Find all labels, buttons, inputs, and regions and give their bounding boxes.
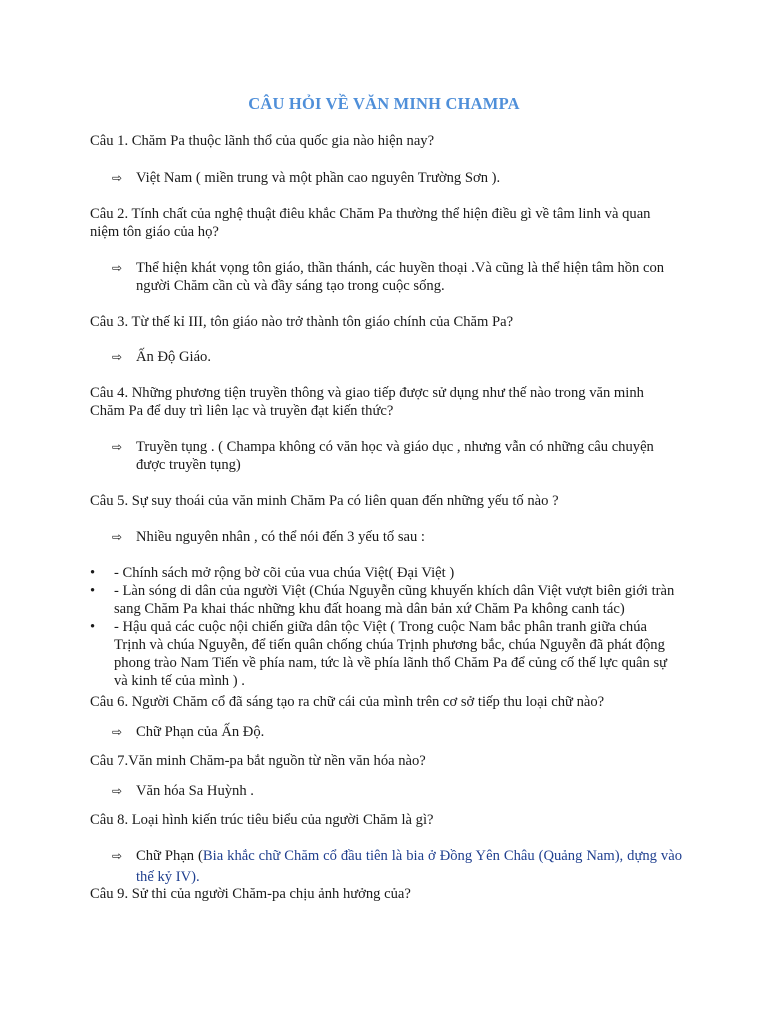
answer-2-text: Thể hiện khát vọng tôn giáo, thần thánh, các huyền thoại .Và cũng là thể hiện tâm hồn con người Chăm cần cù và đầy sáng tạo trong cuộc sống.: [136, 260, 665, 294]
arrow-icon: ⇨: [112, 725, 123, 739]
answer-7: [112, 782, 682, 800]
list-item: [90, 582, 680, 618]
list-item-text: - Làn sóng di dân của người Việt (Chúa Nguyễn cũng khuyến khích dân Việt vượt biên giới tràn sang Chăm Pa khai thác những khu đất hoang mà dân bản xứ Chăm Pa không canh tác): [114, 583, 675, 617]
answer-7-text: Văn hóa Sa Huỳnh .: [136, 783, 254, 799]
list-item-text: - Hậu quả các cuộc nội chiến giữa dân tộc Việt ( Trong cuộc Nam bắc phân tranh giữa chúa Trịnh và chúa Nguyễn, để tiến quân chống chúa Trịnh phương bắc, chúa Nguyễn đã phát động phong trào Nam Tiến về phía nam, tức là về phía lãnh thổ Chăm Pa để củng cố thế lực quân sự và kinh tế của mình ) .: [114, 619, 668, 689]
answer-3: [112, 348, 682, 366]
answer-4-text: Truyền tụng . ( Champa không có văn học và giáo dục , nhưng vẫn có những câu chuyện được truyền tụng): [136, 439, 654, 473]
list-item-text: - Chính sách mở rộng bờ cõi của vua chúa Việt( Đại Việt ): [114, 565, 455, 581]
question-9: Câu 9. Sử thi của người Chăm-pa chịu ảnh hưởng của?: [90, 886, 411, 902]
answer-4: [112, 438, 682, 474]
answer-5: [112, 528, 682, 546]
answer-6: [112, 723, 682, 741]
question-1: Câu 1. Chăm Pa thuộc lãnh thổ của quốc gia nào hiện nay?: [90, 133, 435, 149]
bullet-icon: •: [90, 583, 96, 599]
list-item: [90, 618, 680, 690]
bullet-icon: •: [90, 619, 96, 635]
answer-2: [112, 259, 682, 295]
answer-8-prefix: Chữ Phạn (: [136, 848, 203, 864]
arrow-icon: ⇨: [112, 261, 123, 275]
document-title: CÂU HỎI VỀ VĂN MINH CHAMPA: [248, 94, 520, 113]
answer-1: [112, 169, 682, 187]
answer-5-text: Nhiều nguyên nhân , có thể nói đến 3 yếu tố sau :: [136, 529, 425, 545]
answer-8-text: [136, 846, 682, 888]
answer-1-text: Việt Nam ( miền trung và một phần cao nguyên Trường Sơn ).: [136, 170, 501, 186]
answer-8-detail: Bia khắc chữ Chăm cổ đầu tiên là bia ở Đồng Yên Châu (Quảng Nam), dựng vào thế kỷ IV).: [136, 848, 682, 885]
answer-6-text: Chữ Phạn của Ấn Độ.: [136, 724, 265, 740]
arrow-icon: ⇨: [112, 784, 123, 798]
question-6: Câu 6. Người Chăm cổ đã sáng tạo ra chữ cái của mình trên cơ sở tiếp thu loại chữ nào?: [90, 694, 605, 710]
decline-factors-list: [90, 564, 680, 690]
arrow-icon: ⇨: [112, 440, 123, 454]
question-4: Câu 4. Những phương tiện truyền thông và giao tiếp được sử dụng như thế nào trong văn minh Chăm Pa để duy trì liên lạc và truyền đạt kiến thức?: [90, 385, 644, 419]
answer-8: [112, 846, 682, 888]
bullet-icon: •: [90, 565, 96, 581]
question-5: Câu 5. Sự suy thoái của văn minh Chăm Pa có liên quan đến những yếu tố nào ?: [90, 493, 559, 509]
arrow-icon: ⇨: [112, 530, 123, 544]
question-2: Câu 2. Tính chất của nghệ thuật điêu khắc Chăm Pa thường thể hiện điều gì về tâm linh và quan niệm tôn giáo của họ?: [90, 206, 651, 240]
question-3: Câu 3. Từ thế kỉ III, tôn giáo nào trở thành tôn giáo chính của Chăm Pa?: [90, 314, 514, 330]
arrow-icon: ⇨: [112, 849, 123, 863]
answer-3-text: Ấn Độ Giáo.: [136, 349, 211, 365]
arrow-icon: ⇨: [112, 171, 123, 185]
question-7: Câu 7.Văn minh Chăm-pa bắt nguồn từ nền văn hóa nào?: [90, 753, 426, 769]
question-8: Câu 8. Loại hình kiến trúc tiêu biểu của người Chăm là gì?: [90, 812, 434, 828]
list-item: [90, 564, 680, 582]
arrow-icon: ⇨: [112, 350, 123, 364]
